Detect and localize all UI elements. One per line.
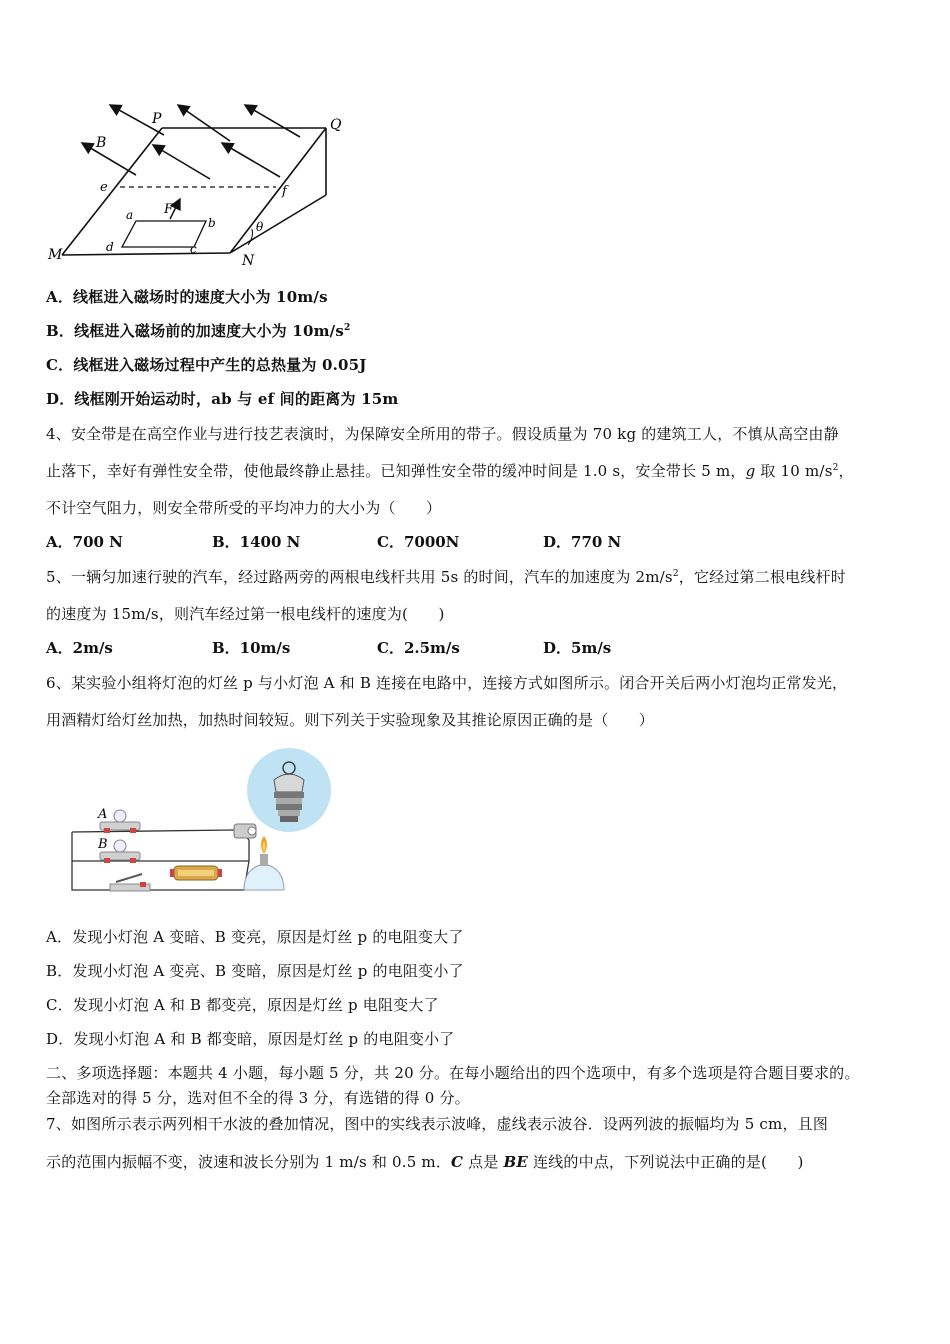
battery-icon (170, 866, 222, 880)
label-B: B (96, 135, 107, 151)
label-Q: Q (330, 117, 342, 133)
label-A: A (98, 807, 108, 822)
q4-line-3: 不计空气阻力，则安全带所受的平均冲力的大小为（ ） (46, 499, 442, 517)
q7-line-2: 示的范围内振幅不变，波速和波长分别为 1 m/s 和 0.5 m．C 点是 BE 连线的中点，下列说法中正确的是( ) (46, 1153, 804, 1171)
q3-option-b: B．线框进入磁场前的加速度大小为 $10m/s^2$ (46, 322, 351, 340)
q5-option-d: D．5m/s (543, 639, 612, 657)
q5-option-a: A．2m/s (46, 639, 113, 657)
label-b: b (208, 216, 216, 230)
q6-option-b: B．发现小灯泡 A 变亮、B 变暗，原因是灯丝 p 的电阻变小了 (46, 962, 464, 980)
q4-line-2: 止落下，幸好有弹性安全带，使他最终静止悬挂。已知弹性安全带的缓冲时间是 1.0 s，安全带长 5 m，g 取 10 $m/s^2$， (46, 462, 854, 480)
q6-option-d: D．发现小灯泡 A 和 B 都变暗，原因是灯丝 p 的电阻变小了 (46, 1030, 455, 1048)
q6-option-c: C．发现小灯泡 A 和 B 都变亮，原因是灯丝 p 电阻变大了 (46, 996, 439, 1014)
q5-line-1: 5、一辆匀加速行驶的汽车，经过路两旁的两根电线杆共用 5s 的时间，汽车的加速度为 $2m/s^2$，它经过第二根电线杆时 (46, 568, 846, 586)
q4-option-d: D．770 N (543, 533, 622, 551)
section2-heading-line-1: 二、多项选择题：本题共 4 小题，每小题 5 分，共 20 分。在每小题给出的四个选项中，有多个选项是符合题目要求的。 (46, 1064, 860, 1082)
q3-option-d: D．线框刚开始运动时，ab 与 ef 间的距离为 15m (46, 390, 399, 408)
label-N: N (242, 253, 255, 269)
q6-line-1: 6、某实验小组将灯泡的灯丝 p 与小灯泡 A 和 B 连接在电路中，连接方式如图所示。闭合开关后两小灯泡均正常发光， (46, 674, 848, 692)
label-theta: θ (256, 220, 264, 234)
label-M: M (48, 247, 63, 263)
label-c: c (190, 242, 197, 256)
label-e: e (100, 180, 108, 195)
q5-option-b: B．10m/s (212, 639, 291, 657)
q4-option-a: A．700 N (46, 533, 123, 551)
label-F: F (164, 202, 174, 217)
label-B-bulb: B (98, 837, 108, 852)
q5-option-c: C．2.5m/s (377, 639, 460, 657)
alcohol-lamp-icon (244, 836, 284, 890)
q7-line-1: 7、如图所示表示两列相干水波的叠加情况，图中的实线表示波峰，虚线表示波谷．设两列波的振幅均为 5 cm，且图 (46, 1115, 829, 1133)
q3-option-c: C．线框进入磁场过程中产生的总热量为 0.05J (46, 356, 367, 374)
field-arrows (82, 105, 300, 179)
q4-option-c: C．7000N (377, 533, 460, 551)
label-d: d (106, 240, 114, 254)
label-a: a (126, 208, 134, 222)
circuit-figure (64, 740, 344, 900)
q6-line-2: 用酒精灯给灯丝加热，加热时间较短。则下列关于实验现象及其推论原因正确的是（ ） (46, 711, 655, 729)
filament-holder-icon (234, 824, 256, 838)
label-P: P (152, 111, 162, 127)
q4-line-1: 4、安全带是在高空作业与进行技艺表演时，为保障安全所用的带子。假设质量为 70 kg 的建筑工人，不慎从高空由静 (46, 425, 839, 443)
q5-line-2: 的速度为 15m/s，则汽车经过第一根电线杆的速度为( ) (46, 605, 445, 623)
q4-option-b: B．1400 N (212, 533, 301, 551)
q6-option-a: A．发现小灯泡 A 变暗、B 变亮，原因是灯丝 p 的电阻变大了 (46, 928, 464, 946)
label-f: f (282, 184, 287, 199)
switch-icon (110, 874, 150, 891)
inclined-plane-figure (40, 95, 360, 275)
q3-option-a: A．线框进入磁场时的速度大小为 10m/s (46, 288, 328, 306)
section2-heading-line-2: 全部选对的得 5 分，选对但不全的得 3 分，有选错的得 0 分。 (46, 1089, 470, 1107)
